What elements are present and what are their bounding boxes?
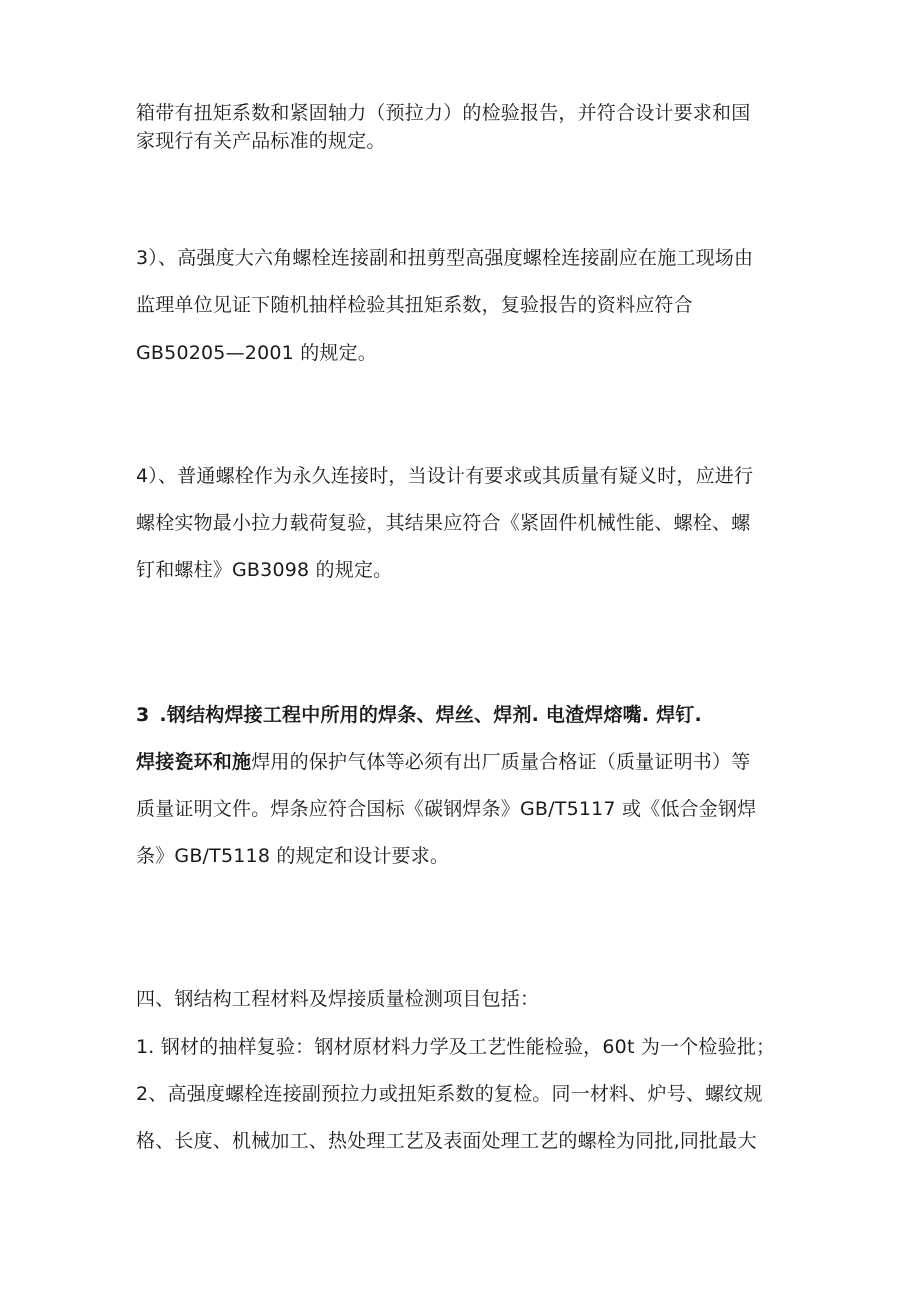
para2-line3: GB50205—2001 的规定。 bbox=[136, 342, 377, 364]
para1-line1: 箱带有扭矩系数和紧固轴力（预拉力）的检验报告，并符合设计要求和国 bbox=[136, 102, 751, 124]
para3-line2: 螺栓实物最小拉力载荷复验，其结果应符合《紧固件机械性能、螺栓、螺 bbox=[136, 512, 751, 534]
section4-item1: 1. 钢材的抽样复验：钢材原材料力学及工艺性能检验，60t 为一个检验批； bbox=[136, 1036, 776, 1058]
section4-heading: 四、钢结构工程材料及焊接质量检测项目包括： bbox=[136, 988, 540, 1010]
para3-line3: 钉和螺柱》GB3098 的规定。 bbox=[136, 559, 393, 581]
section4-item2-line1: 2、高强度螺栓连接副预拉力或扭矩系数的复检。同一材料、炉号、螺纹规 bbox=[136, 1083, 763, 1105]
para1-line2: 家现行有关产品标准的规定。 bbox=[136, 130, 386, 152]
para3-line1: 4）、普通螺栓作为永久连接时，当设计有要求或其质量有疑义时，应进行 bbox=[136, 465, 754, 487]
para4-line1-text: .钢结构焊接工程中所用的焊条、焊丝、焊剂. 电渣焊熔嘴. 焊钉. bbox=[159, 704, 702, 726]
para4-line2 bbox=[136, 749, 750, 775]
para2-line1: 3）、高强度大六角螺栓连接副和扭剪型高强度螺栓连接副应在施工现场由 bbox=[136, 247, 754, 269]
para4-line2-bold: 焊接瓷环和施 bbox=[136, 751, 252, 773]
para2-line2: 监理单位见证下随机抽样检验其扭矩系数，复验报告的资料应符合 bbox=[136, 294, 693, 316]
para4-line4: 条》GB/T5118 的规定和设计要求。 bbox=[136, 845, 450, 867]
para4-number: 3 bbox=[136, 704, 150, 726]
para4-line2-text: 焊用的保护气体等必须有出厂质量合格证（质量证明书）等 bbox=[251, 751, 751, 773]
section4-item2-line2: 格、长度、机械加工、热处理工艺及表面处理工艺的螺栓为同批,同批最大 bbox=[136, 1130, 757, 1152]
para4-line1 bbox=[136, 702, 702, 728]
para4-line3: 质量证明文件。焊条应符合国标《碳钢焊条》GB/T5117 或《低合金钢焊 bbox=[136, 798, 757, 820]
